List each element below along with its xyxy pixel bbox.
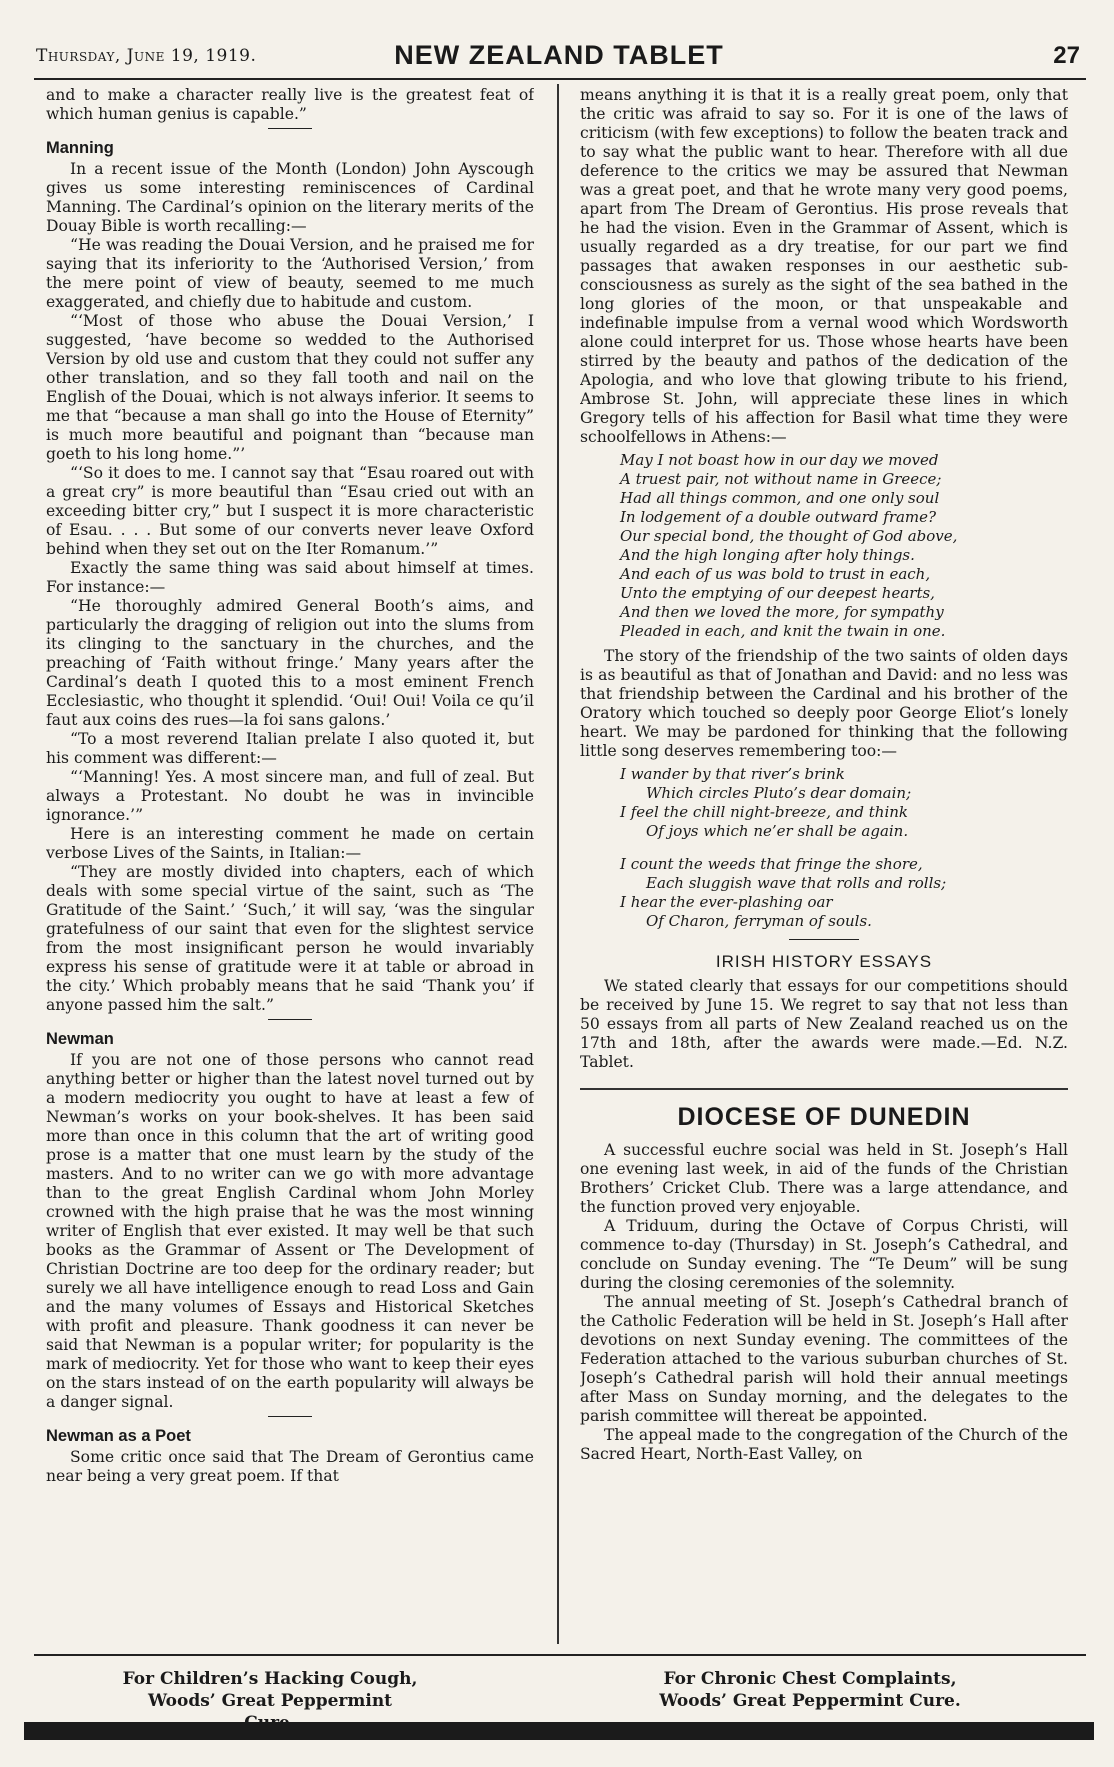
heading-diocese-of-dunedin: DIOCESE OF DUNEDIN <box>677 1103 971 1131</box>
dunedin-para: A Triduum, during the Octave of Corpus Christi, will commence to-day (Thursday) in St. Joseph’s Cathedral, and conclude on Sunday evening. The “Te Deum” will be sung during the closing ceremonies of the solemnity. <box>580 1217 1068 1292</box>
poem-line: And the high longing after holy things. <box>620 546 915 564</box>
manning-para: “They are mostly divided into chapters, each of which deals with some special virtue of the saint, such as ‘The Gratitude of the Saint.’ ‘Such,’ it will say, ‘was the singular gratefulness of our saint that even for the slightest service from the most insignificant person he would invariably express his sense of gratitude were it at table or abroad in the city.’ Which probably means that he said ‘Thank you’ if anyone passed him the salt.” <box>46 863 534 1014</box>
poem-line: Of joys which ne’er shall be again. <box>646 822 909 840</box>
manning-para: Here is an interesting comment he made on certain verbose Lives of the Saints, in Italian:— <box>46 825 534 862</box>
poem-line: Our special bond, the thought of God above, <box>620 527 958 545</box>
manning-para: In a recent issue of the Month (London) John Ayscough gives us some interesting reminiscences of Cardinal Manning. The Cardinal’s opinion on the literary merits of the Douay Bible is worth recalling:— <box>46 160 534 235</box>
dunedin-para: A successful euchre social was held in St. Joseph’s Hall one evening last week, in aid of the funds of the Christian Brothers’ Cricket Club. There was a large attendance, and the function proved very enjoyable. <box>580 1141 1068 1216</box>
right-column <box>580 86 1068 1642</box>
poet-para: Some critic once said that The Dream of Gerontius came near being a very great poem. If that <box>46 1448 534 1485</box>
advert-right <box>650 1668 970 1712</box>
section-rule <box>580 1088 1068 1090</box>
poem-line: Of Charon, ferryman of souls. <box>646 912 872 930</box>
header-rule <box>34 78 1086 80</box>
footer-rule <box>34 1654 1086 1656</box>
poem-line: And each of us was bold to trust in each, <box>620 565 931 583</box>
manning-para: “To a most reverend Italian prelate I also quoted it, but his comment was different:— <box>46 730 534 767</box>
poem-line: I feel the chill night-breeze, and think <box>620 803 908 821</box>
advert-left-line1: For Children’s Hacking Cough, <box>122 1669 418 1689</box>
poem-line: Which circles Pluto’s dear domain; <box>646 784 912 802</box>
poem-line: Had all things common, and one only soul <box>620 489 940 507</box>
poem-gregory <box>620 451 1068 641</box>
poet-continued: means anything it is that it is a really great poem, only that the critic was afraid to say so. For it is one of the laws of criticism (with few exceptions) to follow the beaten track and to say what the public want to hear. Therefore with all due deference to the critics we may be assured that Newman was a great poet, and that he wrote many very good poems, apart from The Dream of Gerontius. His prose reveals that he had the vision. Even in the Grammar of Assent, which is usually regarded as a dry treatise, for our part we find passages that awaken responses in our aesthetic sub-consciousness as surely as the sight of the sea bathed in the long glories of the moon, or that unspeakable and indefinable impulse from a vernal wood which Wordsworth alone could interpret for us. Those whose hearts have been stirred by the beauty and pathos of the dedication of the Apologia, and who love that glowing tribute to his friend, Ambrose St. John, will appreciate these lines in which Gregory tells of his affection for Basil what time they were schoolfellows in Athens:— <box>580 86 1068 446</box>
stanza-gap <box>620 841 1068 855</box>
advert-right-line1: For Chronic Chest Complaints, <box>663 1669 957 1689</box>
newspaper-title: NEW ZEALAND TABLET <box>394 40 724 70</box>
intro-paragraph: and to make a character really live is the greatest feat of which human genius is capable.” <box>46 86 534 123</box>
poem-line: Each sluggish wave that rolls and rolls; <box>646 874 947 892</box>
issue-date: Thursday, June 19, 1919. <box>36 46 257 66</box>
poem-line: In lodgement of a double outward frame? <box>620 508 937 526</box>
poem-line: Unto the emptying of our deepest hearts, <box>620 584 935 602</box>
manning-para: “He was reading the Douai Version, and he praised me for saying that its inferiority to the ‘Authorised Version,’ from the mere point of view of beauty, seemed to me much exaggerated, and chiefly due to habitude and custom. <box>46 236 534 311</box>
manning-para: “He thoroughly admired General Booth’s aims, and particularly the dragging of religion out into the slums from its clinging to the sanctuary in the churches, and the preaching of ‘Faith without fringe.’ Many years after the Cardinal’s death I quoted this to a most eminent French Ecclesiastic, who thought it splendid. ‘Oui! Oui! Voila ce qu’il faut aux coins des rues—la foi sans galons.’ <box>46 597 534 729</box>
heading-newman: Newman <box>46 1030 114 1048</box>
advert-left-line2: Woods’ Great Peppermint <box>147 1691 393 1711</box>
poem-line: May I not boast how in our day we moved <box>620 451 939 469</box>
section-divider <box>268 1416 312 1417</box>
newman-para: If you are not one of those persons who cannot read anything better or higher than the latest novel turned out by a modern mediocrity you ought to have at least a few of Newman’s works on your book-shelves. It has been said more than once in this column that the art of writing good prose is a matter that one must learn by the study of the masters. And to no writer can we go with more advantage than to the great English Cardinal whom John Morley crowned with the high praise that he was the most winning writer of English that ever existed. It may well be that such books as the Grammar of Assent or The Development of Christian Doctrine are too deep for the ordinary reader; but surely we all have intelligence enough to read Loss and Gain and the many volumes of Essays and Historical Sketches with profit and pleasure. Thank goodness it can never be said that Newman is a popular writer; for popularity is the mark of mediocrity. Yet for those who want to keep their eyes on the stars instead of on the earth popularity will always be a danger signal. <box>46 1051 534 1411</box>
poem-line: I wander by that river’s brink <box>620 765 845 783</box>
section-divider <box>789 939 859 940</box>
poem-line: And then we loved the more, for sympathy <box>620 603 944 621</box>
section-divider <box>268 1019 312 1020</box>
dunedin-para: The appeal made to the congregation of the Church of the Sacred Heart, North-East Valley, on <box>580 1426 1068 1463</box>
bottom-border-bar <box>24 1722 1094 1740</box>
poem-song <box>620 765 1068 931</box>
heading-manning: Manning <box>46 139 114 157</box>
manning-para: Exactly the same thing was said about himself at times. For instance:— <box>46 559 534 596</box>
irish-essays-para: We stated clearly that essays for our competitions should be received by June 15. We regret to say that not less than 50 essays from all parts of New Zealand reached us on the 17th and 18th, after the awards were made.—Ed. N.Z. Tablet. <box>580 977 1068 1071</box>
column-divider <box>557 84 559 1644</box>
manning-para: “‘Most of those who abuse the Douai Version,’ I suggested, ‘have become so wedded to the Authorised Version by old use and custom that they could not suffer any other translation, and so they fall tooth and nail on the English of the Douai, which is not always inferior. It seems to me that “because a man shall go into the House of Eternity” is much more beautiful and poignant than “because man goeth to his long home.”’ <box>46 312 534 463</box>
poem-line: I hear the ever-plashing oar <box>620 893 833 911</box>
heading-irish-history-essays: IRISH HISTORY ESSAYS <box>715 952 933 971</box>
friendship-paragraph: The story of the friendship of the two saints of olden days is as beautiful as that of Jonathan and David: and no less was that friendship between the Cardinal and his brother of the Oratory which touched so deeply poor George Eliot’s lonely heart. We may be pardoned for thinking that the following little song deserves remembering too:— <box>580 647 1068 760</box>
poem-line: I count the weeds that fringe the shore, <box>620 855 923 873</box>
manning-para: “‘So it does to me. I cannot say that “Esau roared out with a great cry” is more beautiful than “Esau cried out with an exceeding bitter cry,” but I suspect it is more characteristic of Esau. . . . But some of our converts never leave Oxford behind when they set out on the Iter Romanum.’” <box>46 464 534 558</box>
dunedin-para: The annual meeting of St. Joseph’s Cathedral branch of the Catholic Federation will be held in St. Joseph’s Hall after devotions on next Sunday evening. The committees of the Federation attached to the various suburban churches of St. Joseph’s Cathedral parish will hold their annual meetings after Mass on Sunday morning, and the delegates to the parish committee will thereat be appointed. <box>580 1293 1068 1425</box>
left-column <box>46 86 534 1642</box>
advert-right-line2: Woods’ Great Peppermint Cure. <box>659 1691 961 1711</box>
section-divider <box>268 128 312 129</box>
masthead <box>28 40 1090 72</box>
poem-line: A truest pair, not without name in Greece; <box>620 470 942 488</box>
heading-newman-poet: Newman as a Poet <box>46 1427 191 1445</box>
manning-para: “‘Manning! Yes. A most sincere man, and full of zeal. But always a Protestant. No doubt he was in invincible ignorance.’” <box>46 768 534 824</box>
poem-line: Pleaded in each, and knit the twain in one. <box>620 622 946 640</box>
page-number: 27 <box>1053 42 1080 69</box>
